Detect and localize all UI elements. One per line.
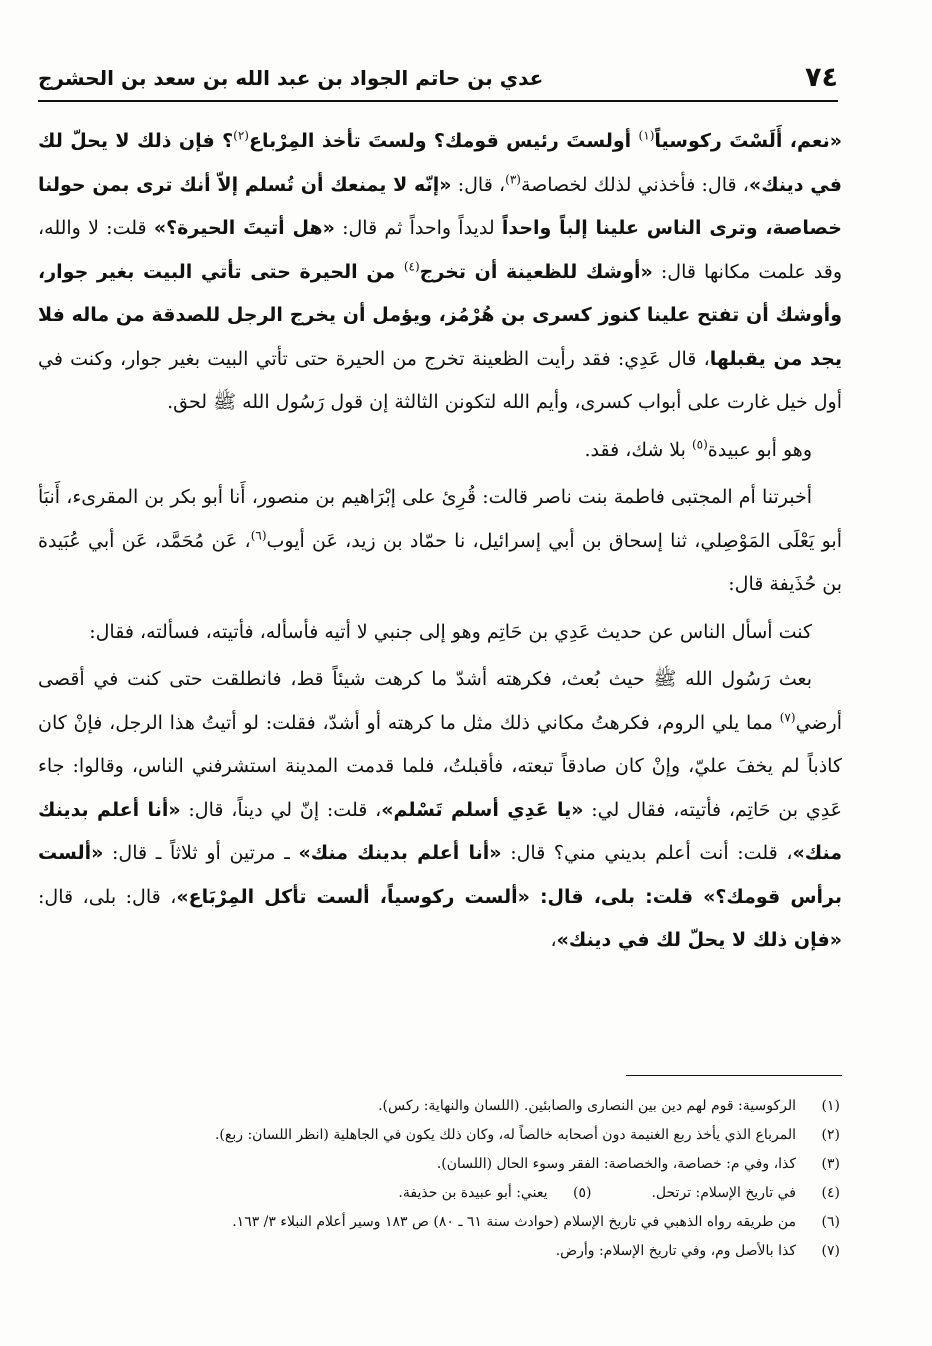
footnote-text: في تاريخ الإسلام: ترتحل.: [651, 1185, 796, 1201]
narration-text: ، قال: فأخذني لذلك لخصاصة: [520, 173, 749, 196]
quote-bold: «أنا أعلم بدينك منك»: [38, 798, 842, 864]
footnote-text: من طريقه رواه الذهبي في تاريخ الإسلام (حوادث سنة ٦١ ـ ٨٠) ص ١٨٣ وسير أعلام النبلاء ٣/ ١٦٣.: [232, 1214, 796, 1230]
footnote-item: [60, 1150, 840, 1179]
running-title: عدي بن حاتم الجواد بن عبد الله بن سعد بن الحشرج: [38, 66, 544, 90]
narration-text: ـ مرتين أو ثلاثاً ـ قال:: [103, 842, 299, 864]
quote-bold: «أنا أعلم بدينك منك»: [298, 842, 502, 864]
footnote-text: كذا بالأصل وم، وفي تاريخ الإسلام: وأرض.: [555, 1243, 796, 1259]
narration-text: ، قلت: أنت أعلم بديني مني؟ قال:: [501, 842, 793, 864]
quote-bold: «ألست برأس قومك؟»: [38, 842, 842, 908]
footnote-item: [60, 1179, 840, 1208]
footnote-ref[interactable]: (٥): [691, 437, 708, 452]
footnote-ref[interactable]: (٣): [505, 172, 521, 187]
footnote-gap: [591, 1179, 651, 1208]
footnote-ref[interactable]: (٦): [250, 528, 267, 543]
isnad-text: ، عَن مُحَمَّد، عَن أبي عُبَيدة بن حُذَيفة قال:: [38, 529, 842, 595]
page-number: ٧٤: [805, 62, 838, 93]
footnote-number: (٥): [573, 1185, 592, 1201]
narration-text: بلا شك، فقد.: [584, 438, 692, 461]
footnote-ref[interactable]: (٤): [403, 259, 420, 274]
footnote-item: [60, 1208, 840, 1237]
isnad-text: أخبرتنا أم المجتبى فاطمة بنت ناصر قالت: قُرِئ على إبْرَاهيم بن منصور، أَنا أبو بكر بن المقرىء، أَنبَأ أبو يَعْلَى المَوْصِلي، ثنا إسحاق بن أبي إسرائيل، نا حمّاد بن زيد، عَن أيوب: [38, 486, 842, 552]
footnote-ref[interactable]: (٢): [233, 128, 249, 143]
narration-text: ، قال:: [451, 173, 506, 196]
footnote-number: (٤): [821, 1185, 840, 1201]
paragraph-3: [38, 476, 842, 607]
paragraph-2: [38, 429, 842, 473]
footnote-text: المرباع الذي يأخذ ربع الغنيمة دون أصحابه خالصاً له، وكان ذلك يكون في الجاهلية (انظر اللسان: ربع).: [214, 1127, 796, 1143]
quote-bold: «هل أتيتَ الحيرة؟»: [153, 217, 335, 239]
narration-text: ، قلت: إنّ لي ديناً، قال:: [180, 798, 382, 821]
main-text: [38, 120, 842, 967]
quote-bold: «إنّه لا يمنعك أن تُسلم إلاّ أنك ترى بمن حولنا خصاصة، وترى الناس علينا إلباً واحداً: [38, 173, 842, 239]
footnote-text: كذا، وفي م: خصاصة، والخصاصة: الفقر وسوء الحال (اللسان).: [436, 1156, 796, 1172]
quote-bold: قلت: بلى، قال: «ألست ركوسياً، ألست تأكل المِرْبَاع»: [176, 885, 704, 908]
footnote-text: يعني: أبو عبيدة بن حذيفة.: [398, 1185, 548, 1201]
quote-bold: «يا عَدِي أسلم تَسْلم»: [381, 798, 584, 821]
footnotes: [60, 1092, 840, 1266]
paragraph-5: [38, 658, 842, 963]
narration-text: ،: [550, 929, 557, 951]
narration-text: بعث رَسُول الله ﷺ حيث بُعث، فكرهته أشدّ ما كرهت شيئاً قط، فانطلقت حتى كنت في أقصى أرضي: [38, 668, 842, 734]
footnote-item: [60, 1092, 840, 1121]
footnote-text: الركوسية: قوم لهم دين بين النصارى والصابئين. (اللسان والنهاية: ركس).: [378, 1098, 796, 1114]
quote-bold: ؟ فإن ذلك لا يحلّ لك في دينك»: [38, 130, 842, 196]
footnote-ref[interactable]: (١): [638, 128, 655, 143]
page-header: [38, 60, 838, 102]
narration-text: ، قال عَدِي: فقد رأيت الظعينة تخرج من الحيرة حتى تأتي البيت بغير جوار، وكنت في أول خيل غارت على أبواب كسرى، وأيم الله لتكونن الثالثة إن قول رَسُول الله ﷺ لحق.: [38, 347, 842, 413]
footnote-number: (٣): [821, 1156, 840, 1172]
footnote-ref[interactable]: (٧): [779, 710, 796, 725]
quote-bold: «نعم، أَلَسْتَ ركوسياً: [654, 130, 842, 152]
narration-text: قلت: لا والله، وقد علمت مكانها قال:: [38, 217, 843, 283]
quote-bold: «أوشك للظعينة أن تخرج: [419, 260, 653, 283]
footnote-item: [60, 1237, 840, 1266]
paragraph-4: [38, 611, 842, 655]
paragraph-1: [38, 120, 842, 425]
footnote-number: (٢): [821, 1127, 840, 1143]
quote-bold: أولستَ رئيس قومك؟ ولستَ تأخذ المِرْباع: [248, 130, 639, 152]
narration-text: ، قال: بلى، قال:: [38, 885, 177, 908]
footnote-divider: [626, 1075, 842, 1076]
footnote-item: [60, 1121, 840, 1150]
narration-text: كنت أسأل الناس عن حديث عَدِي بن حَاتِم وهو إلى جنبي لا أتيه فأسأله، فأتيته، فسألته، فقال:: [89, 620, 812, 643]
footnote-number: (١): [821, 1098, 840, 1114]
narration-text: وهو أبو عبيدة: [707, 438, 812, 461]
footnote-number: (٧): [821, 1243, 840, 1259]
narration-text: مما يلي الروم، فكرهتُ مكاني ذلك مثل ما كرهته أو أشدّ، فقلت: لو أتيتُ هذا الرجل، فإنْ كان كاذباً لم يخفَ عليّ، وإنْ كان صادقاً تبعته، فأقبلتُ، فلما قدمت المدينة استشرفني الناس، وقالوا: جاء عَدِي بن حَاتِم، فأتيته، فقال لي:: [38, 711, 843, 821]
quote-bold: من الحيرة حتى تأتي البيت بغير جوار، وأوشك أن تفتح علينا كنوز كسرى بن هُرْمُز، ويؤمل أن يخرج الرجل للصدقة من ماله فلا يجد من يقبلها: [38, 260, 842, 370]
footnote-number: (٦): [821, 1214, 840, 1230]
narration-text: لديداً واحداً ثم قال:: [334, 217, 502, 239]
quote-bold: «فإن ذلك لا يحلّ لك في دينك»: [556, 929, 842, 951]
